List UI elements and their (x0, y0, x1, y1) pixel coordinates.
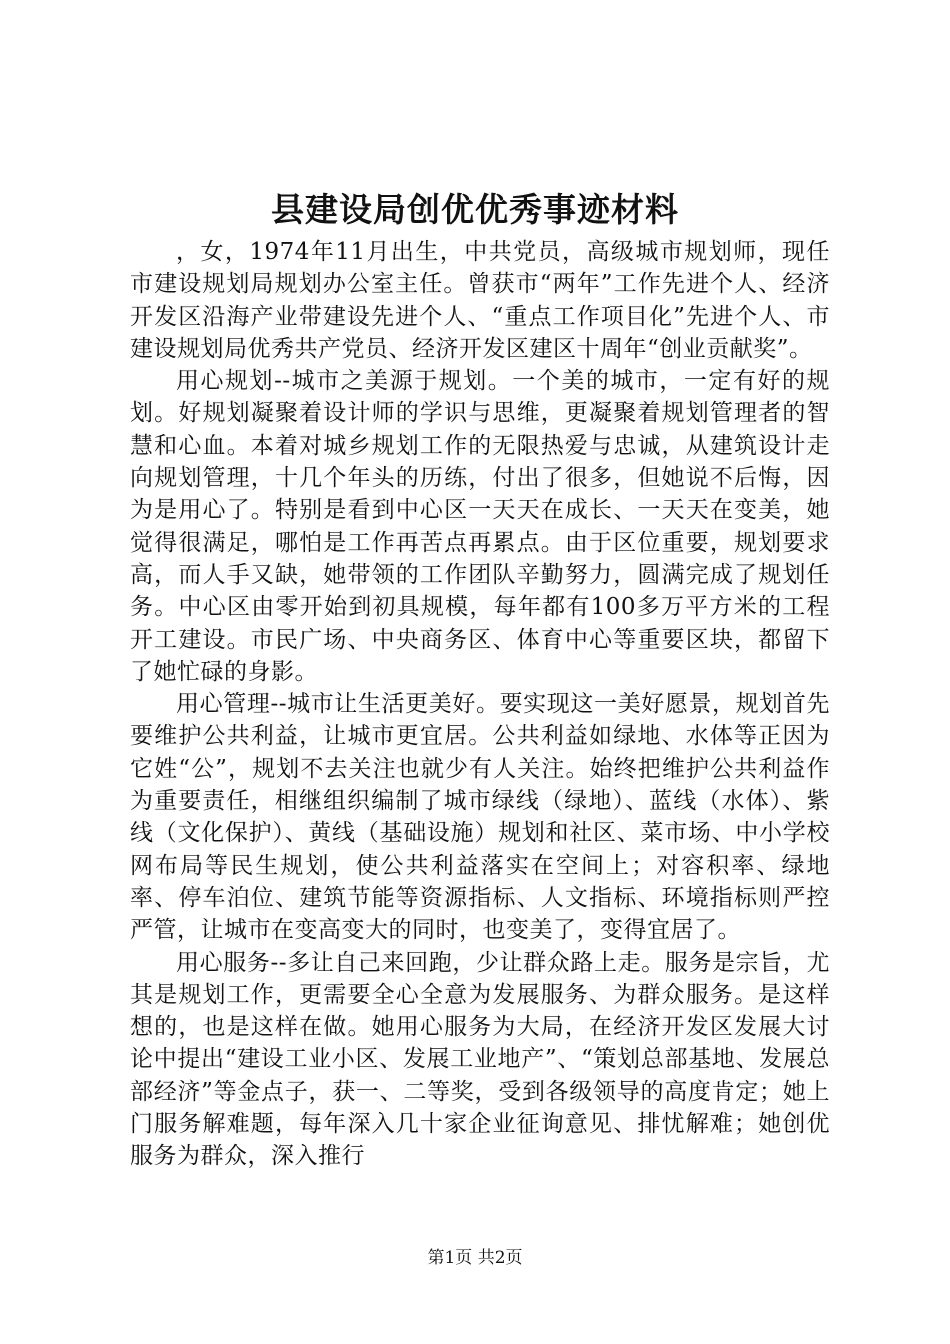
paragraph-service: 用心服务--多让自己来回跑，少让群众路上走。服务是宗旨，尤其是规划工作，更需要全心全意为发展服务、为群众服务。是这样想的，也是这样在做。她用心服务为大局，在经济开发区发展大讨论中提出“建设工业小区、发展工业地产”、“策划总部基地、发展总部经济”等金点子，获一、二等奖，受到各级领导的高度肯定；她上门服务解难题，每年深入几十家企业征询意见、排忧解难；她创优服务为群众，深入推行 (130, 949, 830, 1170)
document-title: 县建设局创优优秀事迹材料 (271, 190, 679, 229)
paragraph-management: 用心管理--城市让生活更美好。要实现这一美好愿景，规划首先要维护公共利益，让城市更宜居。公共利益如绿地、水体等正因为它姓“公”，规划不去关注也就少有人关注。始终把维护公共利益作为重要责任，相继组织编制了城市绿线（绿地）、蓝线（水体）、紫线（文化保护）、黄线（基础设施）规划和社区、菜市场、中小学校网布局等民生规划，使公共利益落实在空间上；对容积率、绿地率、停车泊位、建筑节能等资源指标、人文指标、环境指标则严控严管，让城市在变高变大的同时，也变美了，变得宜居了。 (130, 691, 830, 944)
paragraph-intro: ，女，1974年11月出生，中共党员，高级城市规划师，现任市建设规划局规划办公室主任。曾获市“两年”工作先进个人、经济开发区沿海产业带建设先进个人、“重点工作项目化”先进个人、市建设规划局优秀共产党员、经济开发区建区十周年“创业贡献奖”。 (130, 239, 830, 362)
paragraph-planning: 用心规划--城市之美源于规划。一个美的城市，一定有好的规划。好规划凝聚着设计师的学识与思维，更凝聚着规划管理者的智慧和心血。本着对城乡规划工作的无限热爱与忠诚，从建筑设计走向规划管理，十几个年头的历练，付出了很多，但她说不后悔，因为是用心了。特别是看到中心区一天天在成长、一天天在变美，她觉得很满足，哪怕是工作再苦点再累点。由于区位重要，规划要求高，而人手又缺，她带领的工作团队辛勤努力，圆满完成了规划任务。中心区由零开始到初具规模，每年都有100多万平方米的工程开工建设。市民广场、中央商务区、体育中心等重要区块，都留下了她忙碌的身影。 (130, 368, 830, 685)
page-footer: 第1页 共2页 (427, 1248, 523, 1268)
document-body (130, 236, 830, 1173)
